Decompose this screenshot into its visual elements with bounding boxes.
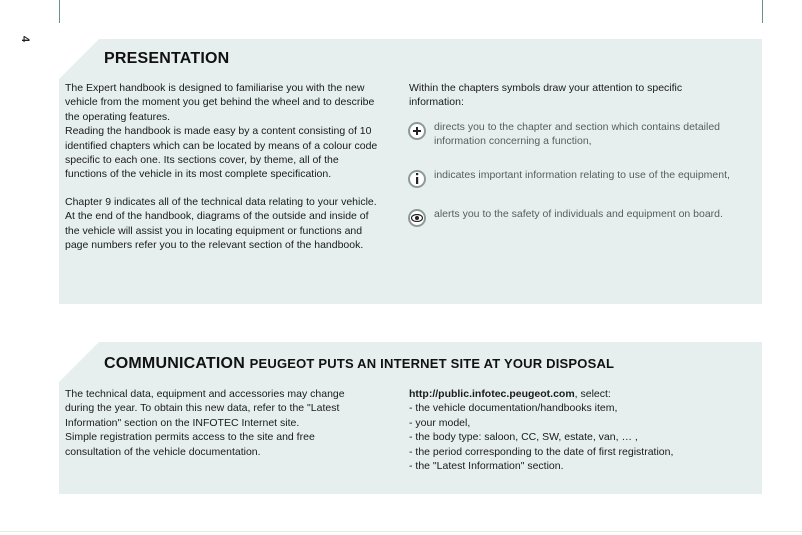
list-item: - the body type: saloon, CC, SW, estate, van, … ,: [409, 431, 638, 444]
top-left-rule: [59, 0, 60, 23]
list-item: - your model,: [409, 416, 471, 429]
panel-corner-notch: [59, 39, 99, 79]
communication-panel: [59, 342, 762, 494]
info-icon: [408, 170, 426, 188]
communication-right-column: [409, 387, 739, 473]
symbol-text: alerts you to the safety of individuals and equipment on board.: [434, 208, 723, 220]
page-number: 4: [19, 36, 31, 43]
presentation-paragraph: Reading the handbook is made easy by a content consisting of 10 identified chapters which can be located by means of a colour code specific to each one. Its sections cover, by theme, all of the functions of the vehicle in its most complete specification.: [65, 125, 378, 181]
communication-heading: [104, 355, 614, 373]
presentation-paragraph: Chapter 9 indicates all of the technical data relating to your vehicle. At the end of the handbook, diagrams of the outside and inside of the vehicle will assist you in locating equipment or functions and page numbers refer you to the relevant section of the handbook.: [65, 195, 377, 252]
infotec-link[interactable]: http://public.infotec.peugeot.com: [409, 388, 575, 400]
symbols-intro: Within the chapters symbols draw your attention to specific information:: [409, 82, 683, 109]
presentation-title: PRESENTATION: [104, 50, 230, 67]
list-item: - the period corresponding to the date of first registration,: [409, 445, 674, 458]
bottom-rule: [0, 531, 802, 532]
communication-paragraph: Simple registration permits access to the site and free consultation of the vehicle documentation.: [65, 431, 315, 458]
presentation-paragraph: The Expert handbook is designed to familiarise you with the new vehicle from the moment you get behind the wheel and to describe the operating features.: [65, 82, 375, 123]
symbol-row-info: [408, 168, 744, 188]
symbol-text: indicates important information relating to use of the equipment,: [434, 169, 730, 181]
communication-subtitle: PEUGEOT PUTS AN INTERNET SITE AT YOUR DISPOSAL: [249, 356, 615, 371]
symbol-text: directs you to the chapter and section which contains detailed information concerning a function,: [434, 121, 721, 148]
symbol-row-safety: [408, 207, 744, 227]
communication-left-column: [65, 387, 365, 459]
panel-corner-notch: [59, 342, 99, 382]
top-right-rule: [762, 0, 763, 23]
communication-paragraph: The technical data, equipment and accessories may change during the year. To obtain this new data, refer to the "Latest Information" section on the INFOTEC Internet site.: [65, 388, 345, 429]
eye-icon: [408, 209, 426, 227]
url-suffix: , select:: [574, 388, 611, 400]
presentation-panel: [59, 39, 762, 304]
list-item: - the "Latest Information" section.: [409, 460, 564, 473]
presentation-left-column: [65, 81, 383, 252]
symbol-row-chapter: [408, 120, 744, 149]
communication-title: COMMUNICATION: [104, 355, 245, 372]
list-item: - the vehicle documentation/handbooks item,: [409, 402, 618, 415]
plus-icon: [408, 122, 426, 140]
